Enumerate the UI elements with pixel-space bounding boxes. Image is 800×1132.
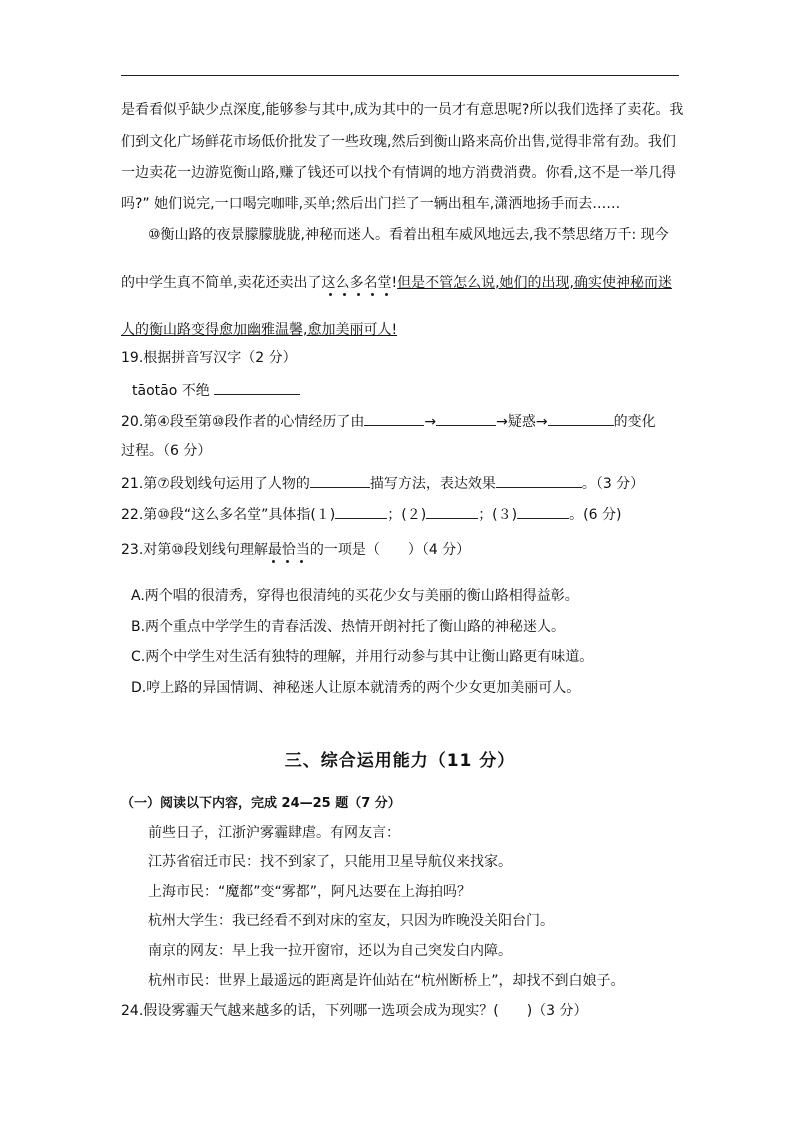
pinyin-text: tāotāo 不绝 <box>132 383 210 399</box>
comment-line: 上海市民：“魔都”变“雾都”，阿凡达要在上海拍吗？ <box>148 884 472 900</box>
answer-blank[interactable] <box>214 380 300 395</box>
part-heading: （一）阅读以下内容，完成 24—25 题（7 分） <box>121 796 401 811</box>
emphasis-dot <box>343 293 346 296</box>
section-title: 三、综合运用能力（11 分） <box>284 751 516 771</box>
question-24: 24.假设雾霾天气越来越多的话，下列哪一选项会成为现实？( )（3 分） <box>121 1003 588 1019</box>
question-text: 20.第④段至第⑩段作者的心情经历了由 <box>121 414 365 430</box>
underlined-sentence: 人的衡山路变得愈加幽雅温馨,愈加美丽可人! <box>121 322 398 338</box>
answer-blank[interactable] <box>548 411 614 426</box>
emphasis-dot <box>371 293 374 296</box>
option-b: B.两个重点中学学生的青春活泼、热情开朗衬托了衡山路的神秘迷人。 <box>131 619 566 635</box>
comment-line: 江苏省宿迁市民：找不到家了，只能用卫星导航仪来找家。 <box>148 854 512 870</box>
comment-line: 杭州市民：世界上最遥远的距离是许仙站在“杭州断桥上”，却找不到白娘子。 <box>148 973 625 989</box>
passage-line: 是看看似乎缺少点深度,能够参与其中,成为其中的一员才有意思呢?所以我们选择了卖花。我 <box>121 102 684 118</box>
question-text: 22.第⑩段“这么多名堂”具体指(１) <box>121 507 336 523</box>
answer-blank[interactable] <box>335 504 387 519</box>
emphasis-dot <box>272 560 275 563</box>
intro-text: 前些日子，江浙沪雾霾肆虐。有网友言： <box>148 825 400 841</box>
answer-blank[interactable] <box>310 473 370 488</box>
emphasis-dot <box>329 293 332 296</box>
comment-line: 南京的网友：早上我一拉开窗帘，还以为自己突发白内障。 <box>148 943 512 959</box>
underlined-sentence: 但是不管怎么说,她们的出现,确实使神秘而迷 <box>397 275 672 291</box>
question-21 <box>121 473 644 493</box>
option-d: D.哼上路的异国情调、神秘迷人让原本就清秀的两个少女更加美丽可人。 <box>131 680 581 696</box>
comment-line: 杭州大学生：我已经看不到对床的室友，只因为昨晚没关阳台门。 <box>148 913 554 929</box>
question-text: 21.第⑦段划线句运用了人物的 <box>121 476 310 492</box>
passage-line: 吗?” 她们说完,一口喝完咖啡,买单;然后出门拦了一辆出租车,潇洒地扬手而去…… <box>121 196 621 212</box>
passage-line: 一边卖花一边游览衡山路,赚了钱还可以找个有情调的地方消费消费。你看,这不是一举几得 <box>121 165 676 181</box>
question-20 <box>121 411 656 431</box>
emphasis-dot <box>286 560 289 563</box>
option-a: A.两个唱的很清秀，穿得也很清纯的买花少女与美丽的衡山路相得益彰。 <box>131 588 579 604</box>
question-text: 描写方法，表达效果 <box>369 476 496 492</box>
question-19-pinyin <box>132 380 300 400</box>
answer-blank[interactable] <box>426 504 478 519</box>
question-19: 19.根据拼音写汉字（2 分） <box>121 350 297 366</box>
question-text: ；(２) <box>387 507 427 523</box>
plain-text: 的中学生真不简单,卖花还卖出了 <box>121 275 322 291</box>
question-23 <box>121 541 470 559</box>
paragraph-10-line: ⑩衡山路的夜景朦朦胧胧,神秘而迷人。看着出租车威风地远去,我不禁思绪万千: 现今 <box>148 227 669 243</box>
question-20-line-2: 过程。（6 分） <box>121 443 212 459</box>
emphasis-dot <box>357 293 360 296</box>
answer-blank[interactable] <box>364 411 424 426</box>
emphasis-dot <box>300 560 303 563</box>
question-text: 23.对第⑩段划线句理解 <box>121 542 268 558</box>
answer-blank[interactable] <box>496 473 582 488</box>
question-text: → <box>424 414 437 430</box>
emphasized-phrase: 最恰当 <box>267 542 310 558</box>
paragraph-10-line-2 <box>121 274 672 292</box>
answer-blank[interactable] <box>436 411 496 426</box>
passage-line: 们到文化广场鲜花市场低价批发了一些玫瑰,然后到衡山路来高价出售,觉得非常有劲。我们 <box>121 134 676 150</box>
plain-text: ! <box>391 275 398 291</box>
question-text: 。（3 分） <box>581 476 645 492</box>
emphasis-dot <box>385 293 388 296</box>
question-text: ；(３) <box>478 507 518 523</box>
header-rule <box>121 75 679 76</box>
question-text: 的变化 <box>613 414 656 430</box>
question-text: →疑惑→ <box>496 414 548 430</box>
question-22 <box>121 504 621 524</box>
question-text: 的一项是（ ）（4 分） <box>309 542 471 558</box>
emphasized-phrase: 这么多名堂 <box>321 275 392 291</box>
answer-blank[interactable] <box>517 504 569 519</box>
option-c: C.两个中学生对生活有独特的理解，并用行动参与其中让衡山路更有味道。 <box>131 649 594 665</box>
question-text: 。(6 分) <box>569 507 622 523</box>
